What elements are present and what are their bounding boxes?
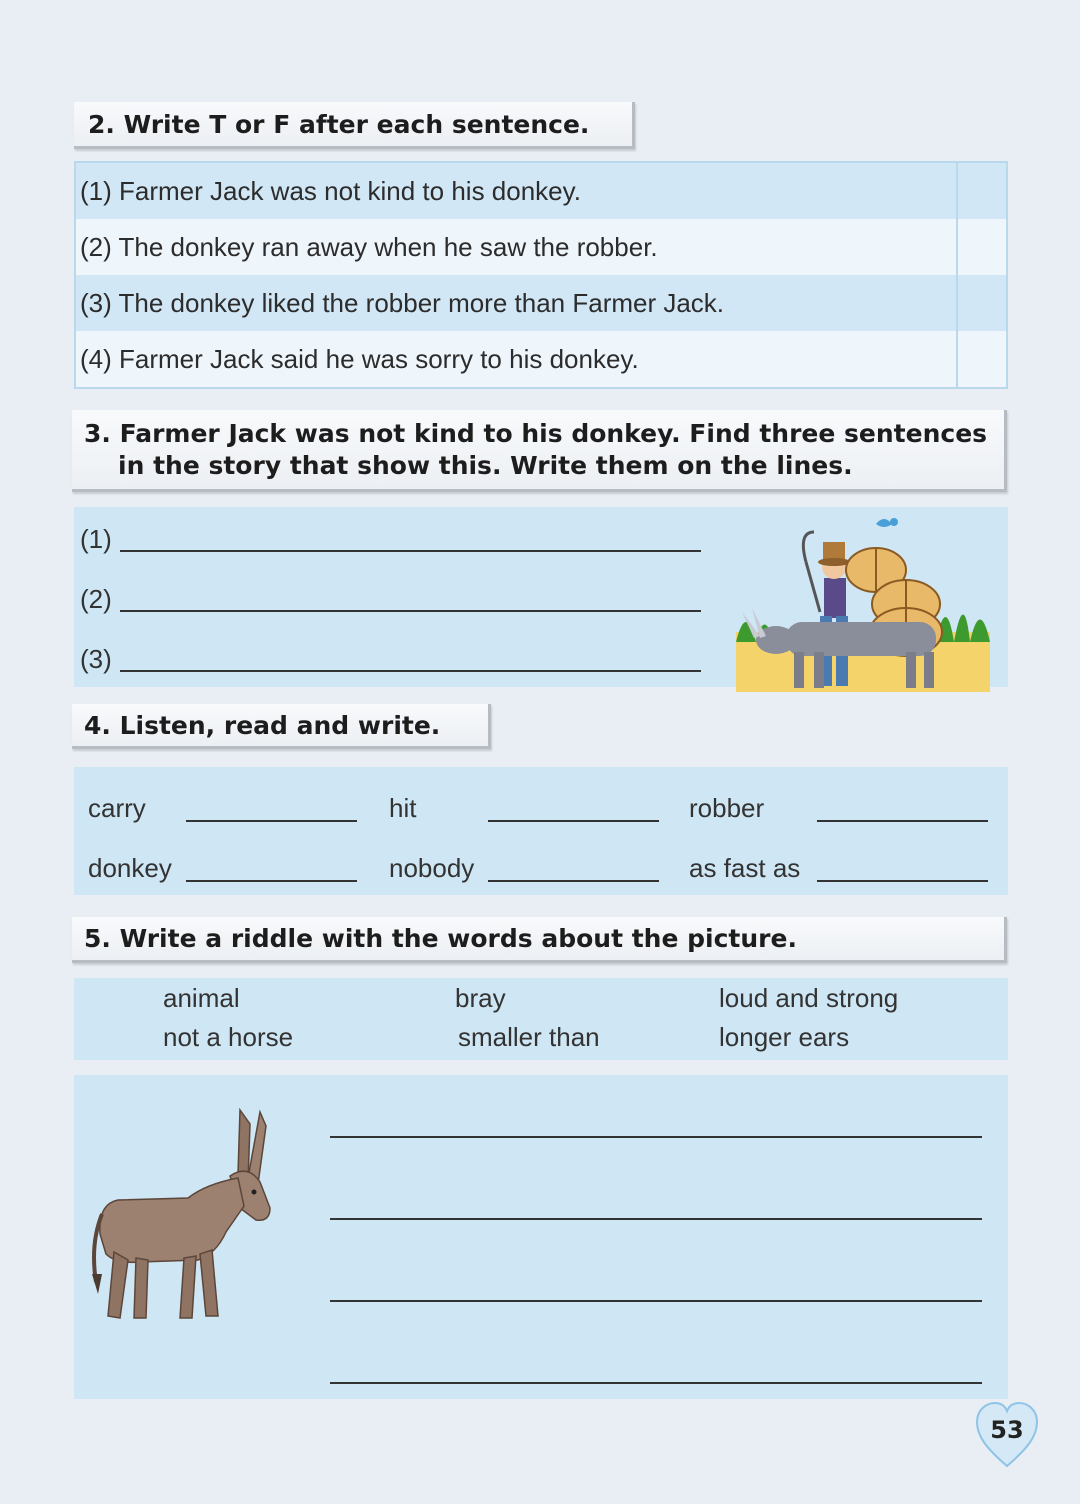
table-row <box>76 275 1006 331</box>
riddle-word-smaller-than: smaller than <box>458 1022 600 1052</box>
riddle-word-not-a-horse: not a horse <box>163 1022 294 1052</box>
answer-line-robber[interactable] <box>817 820 988 822</box>
section-4-heading <box>72 704 491 749</box>
page-number: 53 <box>990 1416 1024 1444</box>
line-label-2: (2) <box>80 584 112 614</box>
sentence-3: (3) The donkey liked the robber more than Farmer Jack. <box>80 288 725 318</box>
riddle-word-animal: animal <box>163 983 240 1013</box>
riddle-word-loud-and-strong: loud and strong <box>719 983 899 1013</box>
riddle-line-1[interactable] <box>330 1136 982 1138</box>
writing-line-2[interactable] <box>120 610 701 612</box>
donkey-picture <box>88 1104 278 1330</box>
section-3-heading <box>72 410 1007 492</box>
answer-line-carry[interactable] <box>186 820 357 822</box>
riddle-line-4[interactable] <box>330 1382 982 1384</box>
section-5-heading <box>72 917 1007 963</box>
sentence-2: (2) The donkey ran away when he saw the robber. <box>80 232 658 262</box>
section-2-heading-text: 2. Write T or F after each sentence. <box>88 110 590 139</box>
answer-line-nobody[interactable] <box>488 880 659 882</box>
riddle-line-2[interactable] <box>330 1218 982 1220</box>
word-list-panel <box>74 767 1008 895</box>
section-3-heading-line-1: 3. Farmer Jack was not kind to his donkey. Find three sentences <box>84 419 988 448</box>
section-4-heading-text: 4. Listen, read and write. <box>84 711 441 740</box>
line-label-3: (3) <box>80 644 112 674</box>
section-3-heading-line-2: in the story that show this. Write them on the lines. <box>118 451 853 480</box>
answer-box-4[interactable] <box>956 331 1006 387</box>
writing-line-3[interactable] <box>120 670 701 672</box>
answer-line-donkey[interactable] <box>186 880 357 882</box>
word-nobody: nobody <box>389 853 475 883</box>
answer-line-hit[interactable] <box>488 820 659 822</box>
riddle-word-bray: bray <box>455 983 506 1013</box>
word-as-fast-as: as fast as <box>689 853 801 883</box>
true-false-table <box>74 161 1008 389</box>
table-row <box>76 163 1006 219</box>
line-label-1: (1) <box>80 524 112 554</box>
writing-line-1[interactable] <box>120 550 701 552</box>
word-hit: hit <box>389 793 417 823</box>
riddle-line-3[interactable] <box>330 1300 982 1302</box>
word-robber: robber <box>689 793 765 823</box>
word-carry: carry <box>88 793 146 823</box>
table-row <box>76 219 1006 275</box>
sentence-1: (1) Farmer Jack was not kind to his donkey. <box>80 176 581 206</box>
word-donkey: donkey <box>88 853 172 883</box>
answer-box-2[interactable] <box>956 219 1006 275</box>
section-5-heading-text: 5. Write a riddle with the words about the picture. <box>84 924 797 953</box>
answer-box-1[interactable] <box>956 163 1006 219</box>
sentence-4: (4) Farmer Jack said he was sorry to his donkey. <box>80 344 639 374</box>
answer-line-as-fast-as[interactable] <box>817 880 988 882</box>
riddle-word-longer-ears: longer ears <box>719 1022 850 1052</box>
table-row <box>76 331 1006 387</box>
answer-box-3[interactable] <box>956 275 1006 331</box>
farmer-donkey-illustration <box>736 512 990 692</box>
section-2-heading <box>74 102 635 149</box>
